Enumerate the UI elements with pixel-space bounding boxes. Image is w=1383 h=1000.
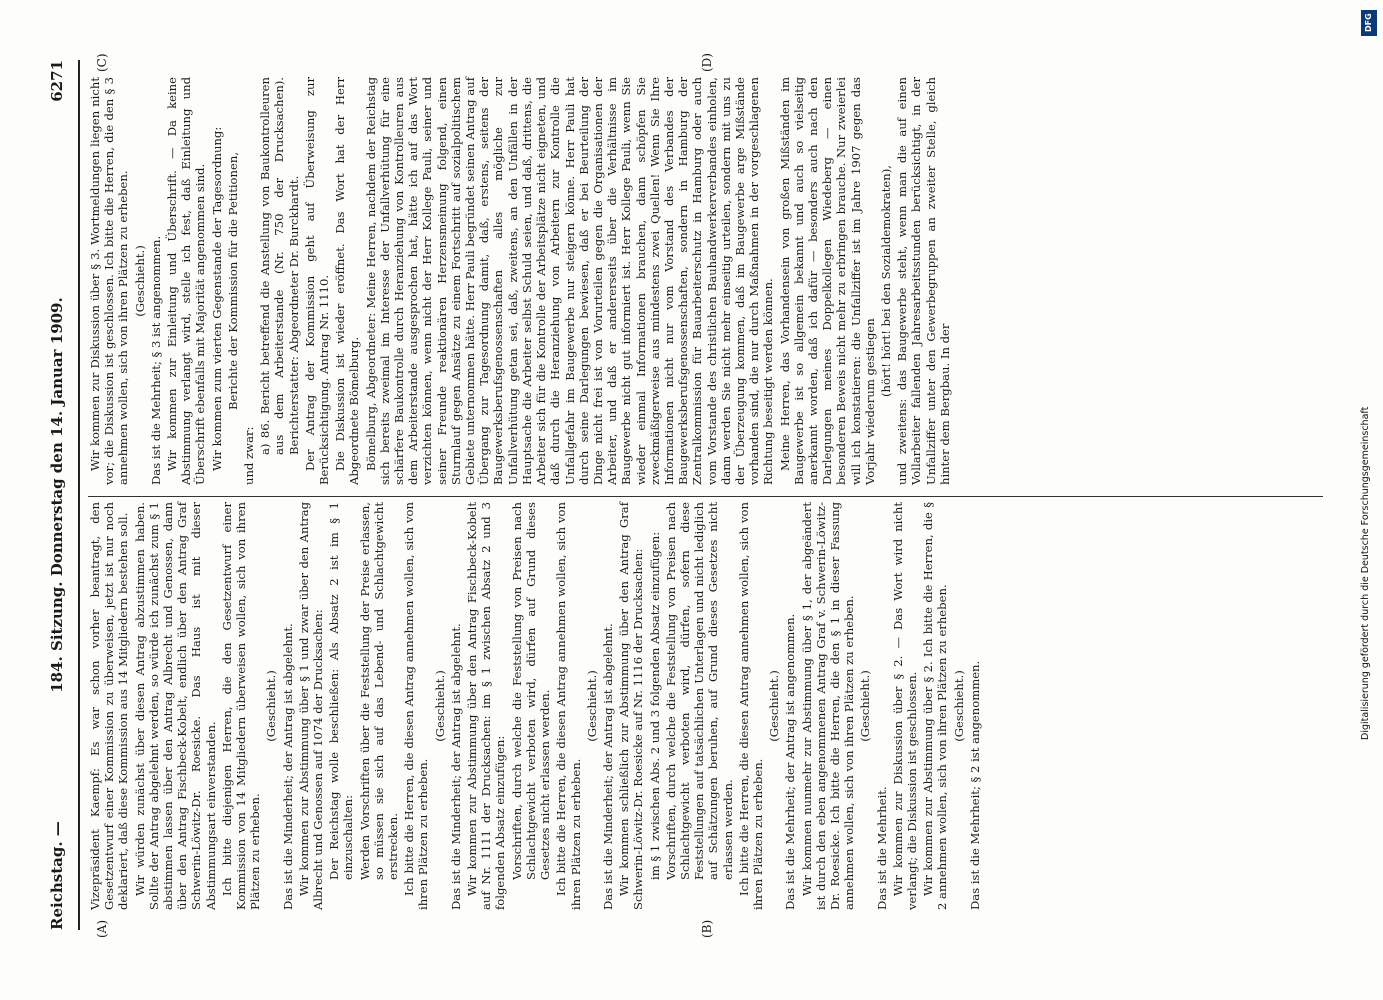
paragraph: Ich bitte die Herren, die diesen Antrag annehmen wollen, sich von ihren Plätzen zu erheben. (554, 502, 583, 910)
paragraph: Ich bitte die Herren, die diesen Antrag annehmen wollen, sich von ihren Plätzen zu erheben. (402, 502, 431, 910)
paragraph: Wir kommen zur Abstimmung über § 1 und zwar über den Antrag Albrecht und Genossen auf 1074 der Drucksachen: (296, 502, 326, 910)
paragraph: (Geschieht.) (132, 245, 147, 317)
paragraph: Der Antrag der Kommission geht auf Überweisung zur Berücksichtigung. Antrag Nr. 1110. (302, 77, 332, 485)
paragraph: Das ist die Minderheit; der Antrag ist abgelehnt. (448, 623, 463, 910)
paragraph: Wir kommen zur Einleitung und Überschrift. — Da keine Abstimmung verlangt wird, stelle ich fest, daß Einleitung und Überschrift ebenfalls mit Majorität angenommen sind. (165, 77, 208, 485)
paragraph: (Geschieht.) (264, 670, 279, 742)
margin-marker-d: (D) (700, 53, 714, 72)
paragraph: Ich bitte diejenigen Herren, die den Gesetzentwurf einer Kommission von 14 Mitgliedern überweisen wollen, sich von ihren Plätzen zu erheben. (219, 502, 263, 910)
paragraph: Wir kommen zur Abstimmung über den Antrag Fischbeck-Kobelt auf Nr. 1111 der Drucksachen: im § 1 zwischen Absatz 2 und 3 folgenden Absatz einzufügen: (465, 502, 508, 910)
paragraph: Meine Herren, das Vorhandensein von großen Mißständen im Baugewerbe ist so allgemein bekannt und auch so vielseitig anerkannt worden, daß ich dafür — besonders auch nach den Darlegungen meines Doppelkollegen Wiedeberg — einen besonderen Beweis nicht mehr zu erbringen brauche. Nur zweierlei will ich konstatieren: die Unfallziffer ist im Jahre 1907 gegen das Vorjahr wiederum gestiegen (777, 77, 877, 485)
paragraph: Wir kommen nunmehr zur Abstimmung über § 1, der abgeändert ist durch den eben angenommenen Antrag Graf v. Schwerin-Löwitz-Dr. Roesicke. Ich bitte die Herren, die den § 1 in dieser Fassung annehmen wollen, sich von ihren Plätzen zu erheben. (799, 502, 857, 910)
paragraph: Das ist die Mehrheit; § 3 ist angenommen. (148, 235, 163, 485)
paragraph: (Geschieht.) (858, 670, 873, 742)
paragraph: Wir kommen zum vierten Gegenstande der Tagesordnung: (209, 126, 224, 471)
paragraph: (Geschieht.) (584, 670, 599, 742)
paragraph: (Geschieht.) (432, 670, 447, 742)
margin-marker-a: (A) (95, 919, 109, 938)
left-column (88, 502, 984, 910)
paragraph: (Geschieht.) (767, 670, 782, 742)
dfg-logo: DFG (1361, 10, 1377, 36)
column-divider (88, 496, 1323, 497)
margin-marker-c: (C) (95, 53, 109, 72)
paragraph: Wir kommen schließlich zur Abstimmung über den Antrag Graf Schwerin-Löwitz-Dr. Roesicke auf Nr. 1116 der Drucksachen: (617, 502, 646, 910)
paragraph: Werden Vorschriften über die Feststellung der Preise erlassen, so müssen sie sich auf das Lebend- und Schlachtgewicht erstrecken. (357, 502, 401, 880)
header-title: 184. Sitzung. Donnerstag den 14. Januar 1909. (48, 297, 66, 693)
header-rule (78, 60, 80, 930)
paragraph: Wir kommen zur Abstimmung über § 2. Ich bitte die Herren, die § 2 annehmen wollen, sich von ihren Plätzen zu erheben. (921, 502, 950, 910)
paragraph: Wir würden zunächst über diesen Antrag abzustimmen haben. Sollte der Antrag abgelehnt werden, so würde ich zunächst zum § 1 abstimmen lassen über den Antrag Albrecht und Genossen, dann über den Antrag Fischbeck-Kobelt, endlich über den Antrag Graf Schwerin-Löwitz-Dr. Roesicke. Das Haus ist mit dieser Abstimmungsart einverstanden. (132, 502, 218, 910)
paragraph: Vorschriften, durch welche die Feststellung von Preisen nach Schlachtgewicht verboten wird, dürfen auf Grund dieses Gesetzes nicht erlassen werden. (509, 502, 553, 880)
paragraph: Wir kommen zur Diskussion über § 3. Wortmeldungen liegen nicht vor; die Diskussion ist geschlossen. Ich bitte die Herren, die den § 3 annehmen wollen, sich von ihren Plätzen zu erheben. (88, 77, 131, 485)
paragraph: im § 1 zwischen Abs. 2 und 3 folgenden Absatz einzufügen: (647, 531, 662, 880)
paragraph: Die Diskussion ist wieder eröffnet. Das Wort hat der Herr Abgeordnete Bömelburg. (333, 77, 362, 485)
paragraph: Berichte der Kommission für die Petitionen, (225, 151, 240, 411)
paragraph: (Geschieht.) (951, 670, 966, 742)
paragraph: Ich bitte die Herren, die diesen Antrag annehmen wollen, sich von ihren Plätzen zu erheben. (736, 502, 765, 910)
paragraph: Das ist die Minderheit; der Antrag ist abgelehnt. (280, 623, 295, 910)
paragraph: Bömelburg, Abgeordneter: Meine Herren, nachdem der Reichstag sich bereits zweimal im Interesse der Unfallverhütung für eine schärfere Baukontrolle durch Heranziehung von Kontrolleuren aus dem Arbeiterstande ausgesprochen hat, hätte ich auf das Wort verzichten können, wenn nicht der Herr Kollege Pauli, seiner und seiner Freunde reaktionären Herzensmeinung folgend, einen Sturmlauf gegen Ansätze zu einem Fortschritt auf sozialpolitischem Gebiete unternommen hätte. Herr Pauli begründet seinen Antrag auf Übergang zur Tagesordnung damit, daß, erstens, seitens der Baugewerksberufsgenossenschaften alles mögliche zur Unfallverhütung getan sei, daß, zweitens, an den Unfällen in der Hauptsache die Arbeiter selbst Schuld seien, und daß, drittens, die Arbeiter sich für die Kontrolle der Arbeitsplätze nicht eigneten, und daß durch die Heranziehung von Arbeitern zur Kontrolle die Unfallgefahr im Baugewerbe nur steigern könne. Herr Pauli hat durch seine Darlegungen bewiesen, daß er bei Beurteilung der Dinge nicht frei ist von Vorurteilen gegen die Organisationen der Arbeiter, und daß er andererseits über die Verhältnisse im Baugewerbe nicht gut informiert ist. Herr Kollege Pauli, wenn Sie wieder einmal Informationen brauchen, dann schöpfen Sie zweckmäßigerweise aus mindestens zwei Quellen! Wenn Sie Ihre Informationen nicht nur vom Vorstand des Verbandes der Baugewerksberufsgenossenschaften, sondern in Hamburg der Zentralkommission für Bauarbeiterschutz in Hamburg oder auch vom Vorstande des christlichen Bauhandwerkerverbandes einholen, dann werden Sie nicht mehr einseitig urteilen, sondern mit uns zu der Überzeugung kommen, daß im Baugewerbe arge Mißstände vorhanden sind, die nur durch Maßnahmen in der vorgeschlagenen Richtung beseitigt werden können. (363, 77, 776, 485)
page-header (48, 60, 74, 930)
paragraph: Das ist die Mehrheit. (874, 786, 889, 910)
paragraph: Das ist die Mehrheit; der Antrag ist angenommen. (783, 613, 798, 910)
paragraph: Vorschriften, durch welche die Feststellung von Preisen nach Schlachtgewicht verboten wird, dürfen, sofern diese Feststellungen auf tatsächlichen Unterlagen und nicht lediglich auf Schätzungen beruhen, auf Grund dieses Gesetzes nicht erlassen werden. (663, 502, 735, 880)
right-column (88, 77, 954, 485)
credit-text: Digitalisierung gefördert durch die Deutsche Forschungsgemeinschaft (1360, 406, 1371, 740)
paragraph: Der Reichstag wolle beschließen: Als Absatz 2 ist im § 1 einzuschalten: (327, 502, 356, 880)
page-number: 6271 (48, 60, 66, 102)
paragraph: Das ist die Minderheit; der Antrag ist abgelehnt. (600, 623, 615, 910)
paragraph: (hört! hört! bei den Sozialdemokraten), (878, 165, 893, 397)
paragraph: und zwar: (242, 426, 257, 485)
paragraph: Das ist die Mehrheit; § 2 ist angenommen. (967, 660, 982, 910)
dfg-credit (1360, 10, 1378, 990)
header-left: Reichstag. — (48, 821, 66, 930)
paragraph: und zweitens: das Baugewerbe steht, wenn man die auf einen Vollarbeiter fallenden Jahresarbeitsstunden berücksichtigt, in der Unfallziffer unter den Gewerbegruppen an zweiter Stelle, gleich hinter dem Bergbau. In der (895, 77, 952, 485)
paragraph: a) 86. Bericht betreffend die Anstellung von Baukontrolleuren aus dem Arbeiterstande (Nr. 750 der Drucksachen). Berichterstatter: Abgeordneter Dr. Burckhardt. (258, 77, 301, 455)
paragraph: Wir kommen zur Diskussion über § 2. — Das Wort wird nicht verlangt; die Diskussion ist geschlossen. (890, 502, 919, 910)
margin-marker-b: (B) (700, 919, 714, 938)
paragraph: Vizepräsident Kaempf: Es war schon vorher beantragt, den Gesetzentwurf einer Kommission zu überweisen, jetzt ist nur noch deklariert, daß diese Kommission aus 14 Mitgliedern bestehen soll. (88, 502, 131, 910)
